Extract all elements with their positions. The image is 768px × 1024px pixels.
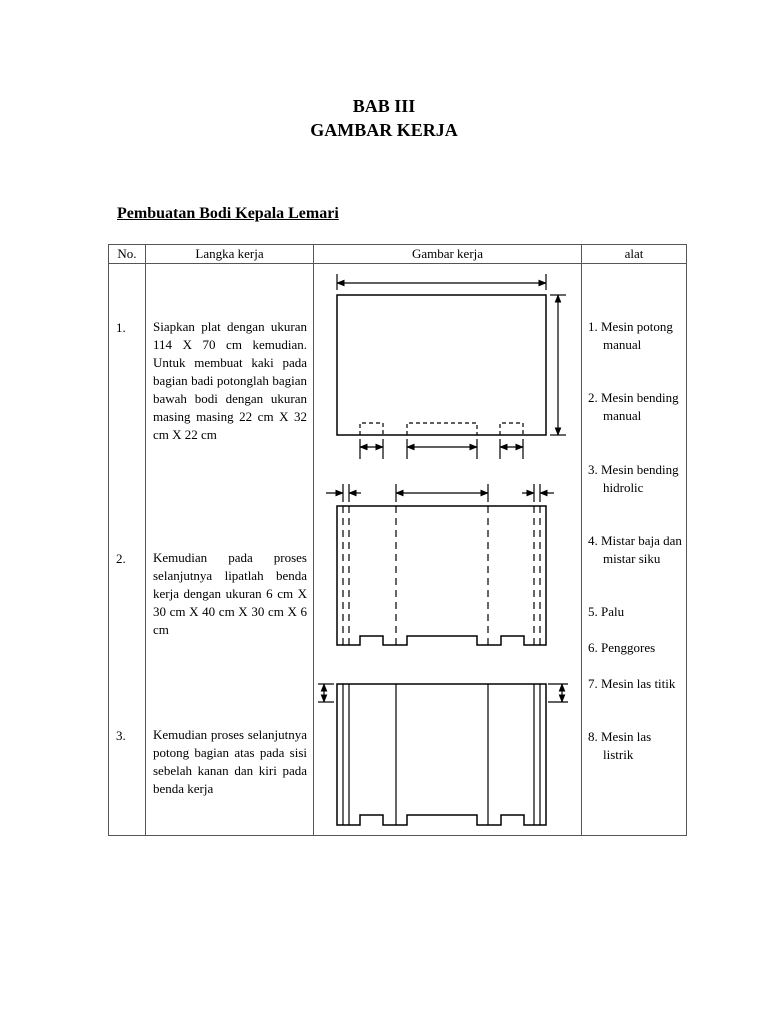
tool-item-4: 4. Mistar baja dan mistar siku	[588, 533, 682, 566]
tools-column	[582, 264, 686, 835]
table-header-row	[109, 245, 687, 264]
drawing-flat-plate	[337, 274, 566, 459]
tool-item-7: 7. Mesin las titik	[588, 676, 676, 691]
header-alat: alat	[582, 245, 687, 264]
tool-item-1: 1. Mesin potong manual	[588, 319, 673, 352]
header-langkah-kerja: Langka kerja	[146, 245, 314, 264]
drawing-cut-sides	[318, 684, 568, 825]
steps-column	[146, 264, 313, 835]
header-gambar-kerja: Gambar kerja	[314, 245, 582, 264]
step-text-1: Siapkan plat dengan ukuran 114 X 70 cm kemudian. Untuk membuat kaki pada bagian badi potonglah bagian bawah bodi dengan ukuran masing masing 22 cm X 32 cm X 22 cm	[153, 319, 307, 442]
drawings-column	[314, 264, 581, 835]
tool-item-3: 3. Mesin bending hidrolic	[588, 462, 679, 495]
tool-item-6: 6. Penggores	[588, 640, 656, 655]
step-number-3: 3.	[116, 728, 126, 743]
chapter-number: BAB III	[352, 96, 416, 116]
number-column	[109, 264, 145, 835]
step-number-1: 1.	[116, 320, 126, 335]
work-drawing-table	[108, 244, 687, 836]
header-no: No.	[109, 245, 146, 264]
drawing-folded-plate	[326, 484, 554, 645]
table-body-row	[109, 264, 687, 836]
step-number-2: 2.	[116, 551, 126, 566]
step-text-3: Kemudian proses selanjutnya potong bagian atas pada sisi sebelah kanan dan kiri pada benda kerja	[153, 727, 307, 796]
tool-item-5: 5. Palu	[588, 604, 625, 619]
step-text-2: Kemudian pada proses selanjutnya lipatlah benda kerja dengan ukuran 6 cm X 30 cm X 40 cm X 30 cm X 6 cm	[153, 550, 307, 637]
technical-drawings	[314, 264, 582, 835]
tool-item-8: 8. Mesin las listrik	[588, 729, 652, 762]
chapter-title: GAMBAR KERJA	[310, 120, 458, 140]
tool-item-2: 2. Mesin bending manual	[588, 390, 679, 423]
section-title: Pembuatan Bodi Kepala Lemari	[117, 205, 339, 222]
